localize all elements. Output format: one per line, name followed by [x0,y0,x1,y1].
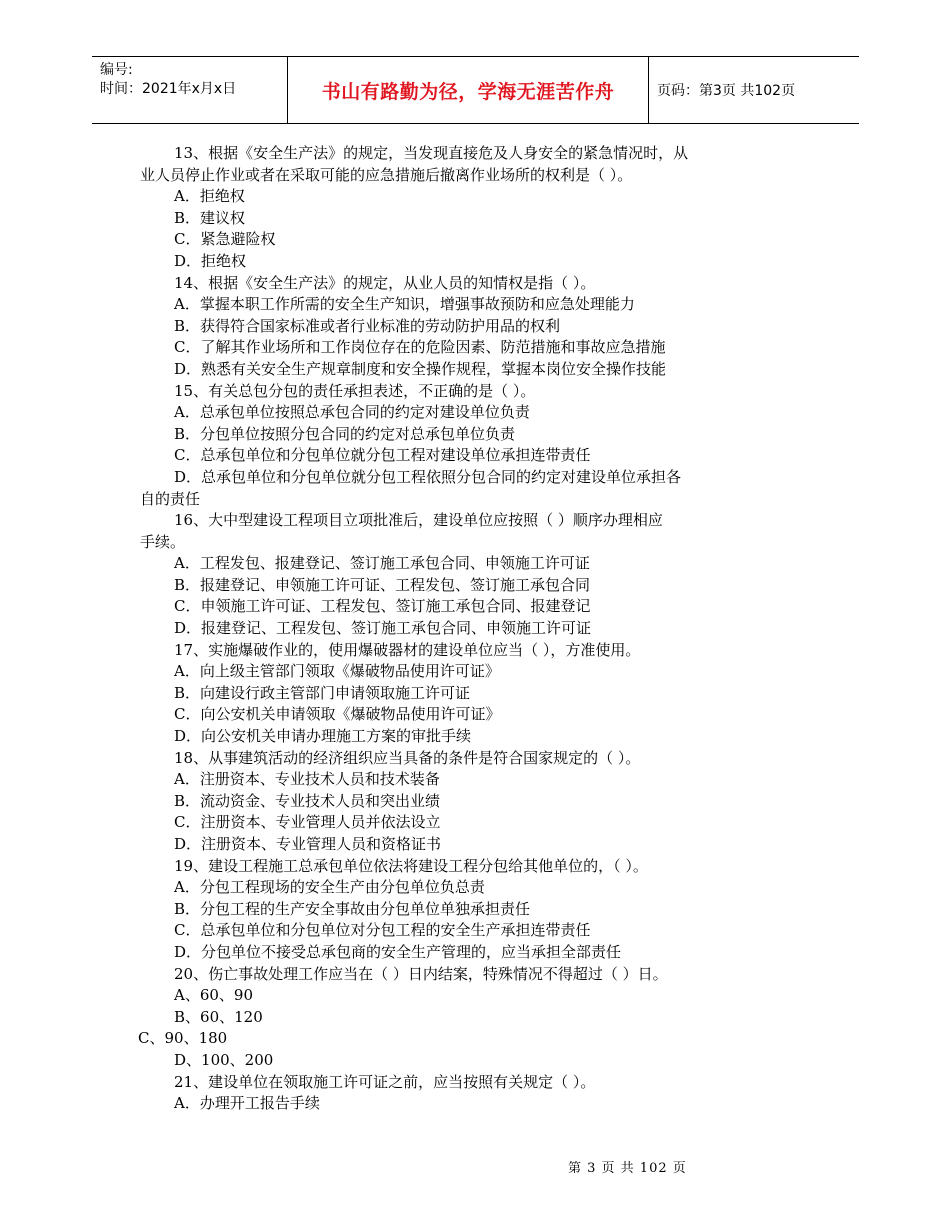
text-line: C．紧急避险权 [174,230,276,249]
text-line: B．报建登记、申领施工许可证、工程发包、签订施工承包合同 [174,575,591,594]
text-line: B．向建设行政主管部门申请领取施工许可证 [174,683,471,702]
text-line: D．分包单位不接受总承包商的安全生产管理的，应当承担全部责任 [174,942,622,961]
text-line: D．报建登记、工程发包、签订施工承包合同、申领施工许可证 [174,619,592,638]
text-line: 17、实施爆破作业的，使用爆破器材的建设单位应当（ ），方准使用。 [174,640,641,659]
text-line: 自的责任 [140,489,201,508]
text-line: D．总承包单位和分包单位就分包工程依照分包合同的约定对建设单位承担各 [174,467,682,486]
text-line: A．分包工程现场的安全生产由分包单位负总责 [174,878,485,897]
text-line: C．向公安机关申请领取《爆破物品使用许可证》 [174,705,501,724]
text-line: 19、建设工程施工总承包单位依法将建设工程分包给其他单位的，（ ）。 [174,856,648,875]
text-line: D．注册资本、专业管理人员和资格证书 [174,835,442,853]
header-page-info: 页码：第3页 共102页 [657,83,796,99]
header-motto: 书山有路勤为径，学海无涯苦作舟 [287,57,649,123]
text-line: 13、根据《安全生产法》的规定，当发现直接危及人身安全的紧急情况时，从 [174,144,689,162]
page-header [92,56,859,124]
text-line: 手续。 [140,532,186,551]
text-line: C．总承包单位和分包单位对分包工程的安全生产承担连带责任 [174,921,591,940]
time-label: 时间：2021年x月x日 [100,81,237,97]
text-line: A．工程发包、报建登记、签订施工承包合同、申领施工许可证 [174,554,590,573]
text-line: C．注册资本、专业管理人员并依法设立 [174,813,441,832]
text-line: 14、根据《安全生产法》的规定，从业人员的知情权是指（ ）。 [174,273,596,292]
text-line: 16、大中型建设工程项目立项批准后，建设单位应按照（ ）顺序办理相应 [174,511,663,530]
serial-label: 编号: [100,62,133,78]
text-line: D．向公安机关申请办理施工方案的审批手续 [174,727,472,746]
text-line: 业人员停止作业或者在采取可能的应急措施后撤离作业场所的权利是（ ）。 [140,165,633,184]
text-line: C．总承包单位和分包单位就分包工程对建设单位承担连带责任 [174,446,591,465]
text-line: B．分包工程的生产安全事故由分包单位单独承担责任 [174,899,531,918]
text-line: A．注册资本、专业技术人员和技术装备 [174,770,440,789]
text-line: C．了解其作业场所和工作岗位存在的危险因素、防范措施和事故应急措施 [174,338,666,357]
text-line: A．向上级主管部门领取《爆破物品使用许可证》 [174,662,500,681]
text-line: C、90、180 [138,1029,228,1048]
page-footer: 第 3 页 共 102 页 [568,1161,687,1176]
text-line: B．获得符合国家标准或者行业标准的劳动防护用品的权利 [174,316,561,335]
text-line: D．熟悉有关安全生产规章制度和安全操作规程，掌握本岗位安全操作技能 [174,359,667,378]
text-line: A．总承包单位按照总承包合同的约定对建设单位负责 [174,403,530,422]
text-line: B．分包单位按照分包合同的约定对总承包单位负责 [174,424,516,443]
text-line: A、60、90 [174,986,254,1005]
text-line: B．流动资金、专业技术人员和突出业绩 [174,791,441,810]
header-meta [92,57,287,123]
text-line: B．建议权 [174,208,246,227]
text-line: 18、从事建筑活动的经济组织应当具备的条件是符合国家规定的（ ）。 [174,748,641,767]
text-line: C．申领施工许可证、工程发包、签订施工承包合同、报建登记 [174,597,591,616]
text-line: A．办理开工报告手续 [174,1094,320,1113]
text-line: B、60、120 [174,1007,263,1026]
text-line: 20、伤亡事故处理工作应当在（ ）日内结案，特殊情况不得超过（ ）日。 [174,964,668,983]
document-body [140,143,820,1115]
text-line: A．掌握本职工作所需的安全生产知识，增强事故预防和应急处理能力 [174,295,635,314]
text-line: D．拒绝权 [174,251,247,270]
text-line: 15、有关总包分包的责任承担表述，不正确的是（ ）。 [174,381,536,400]
text-line: A．拒绝权 [174,187,245,206]
text-line: D、100、200 [174,1050,274,1069]
text-line: 21、建设单位在领取施工许可证之前，应当按照有关规定（ ）。 [174,1072,596,1091]
